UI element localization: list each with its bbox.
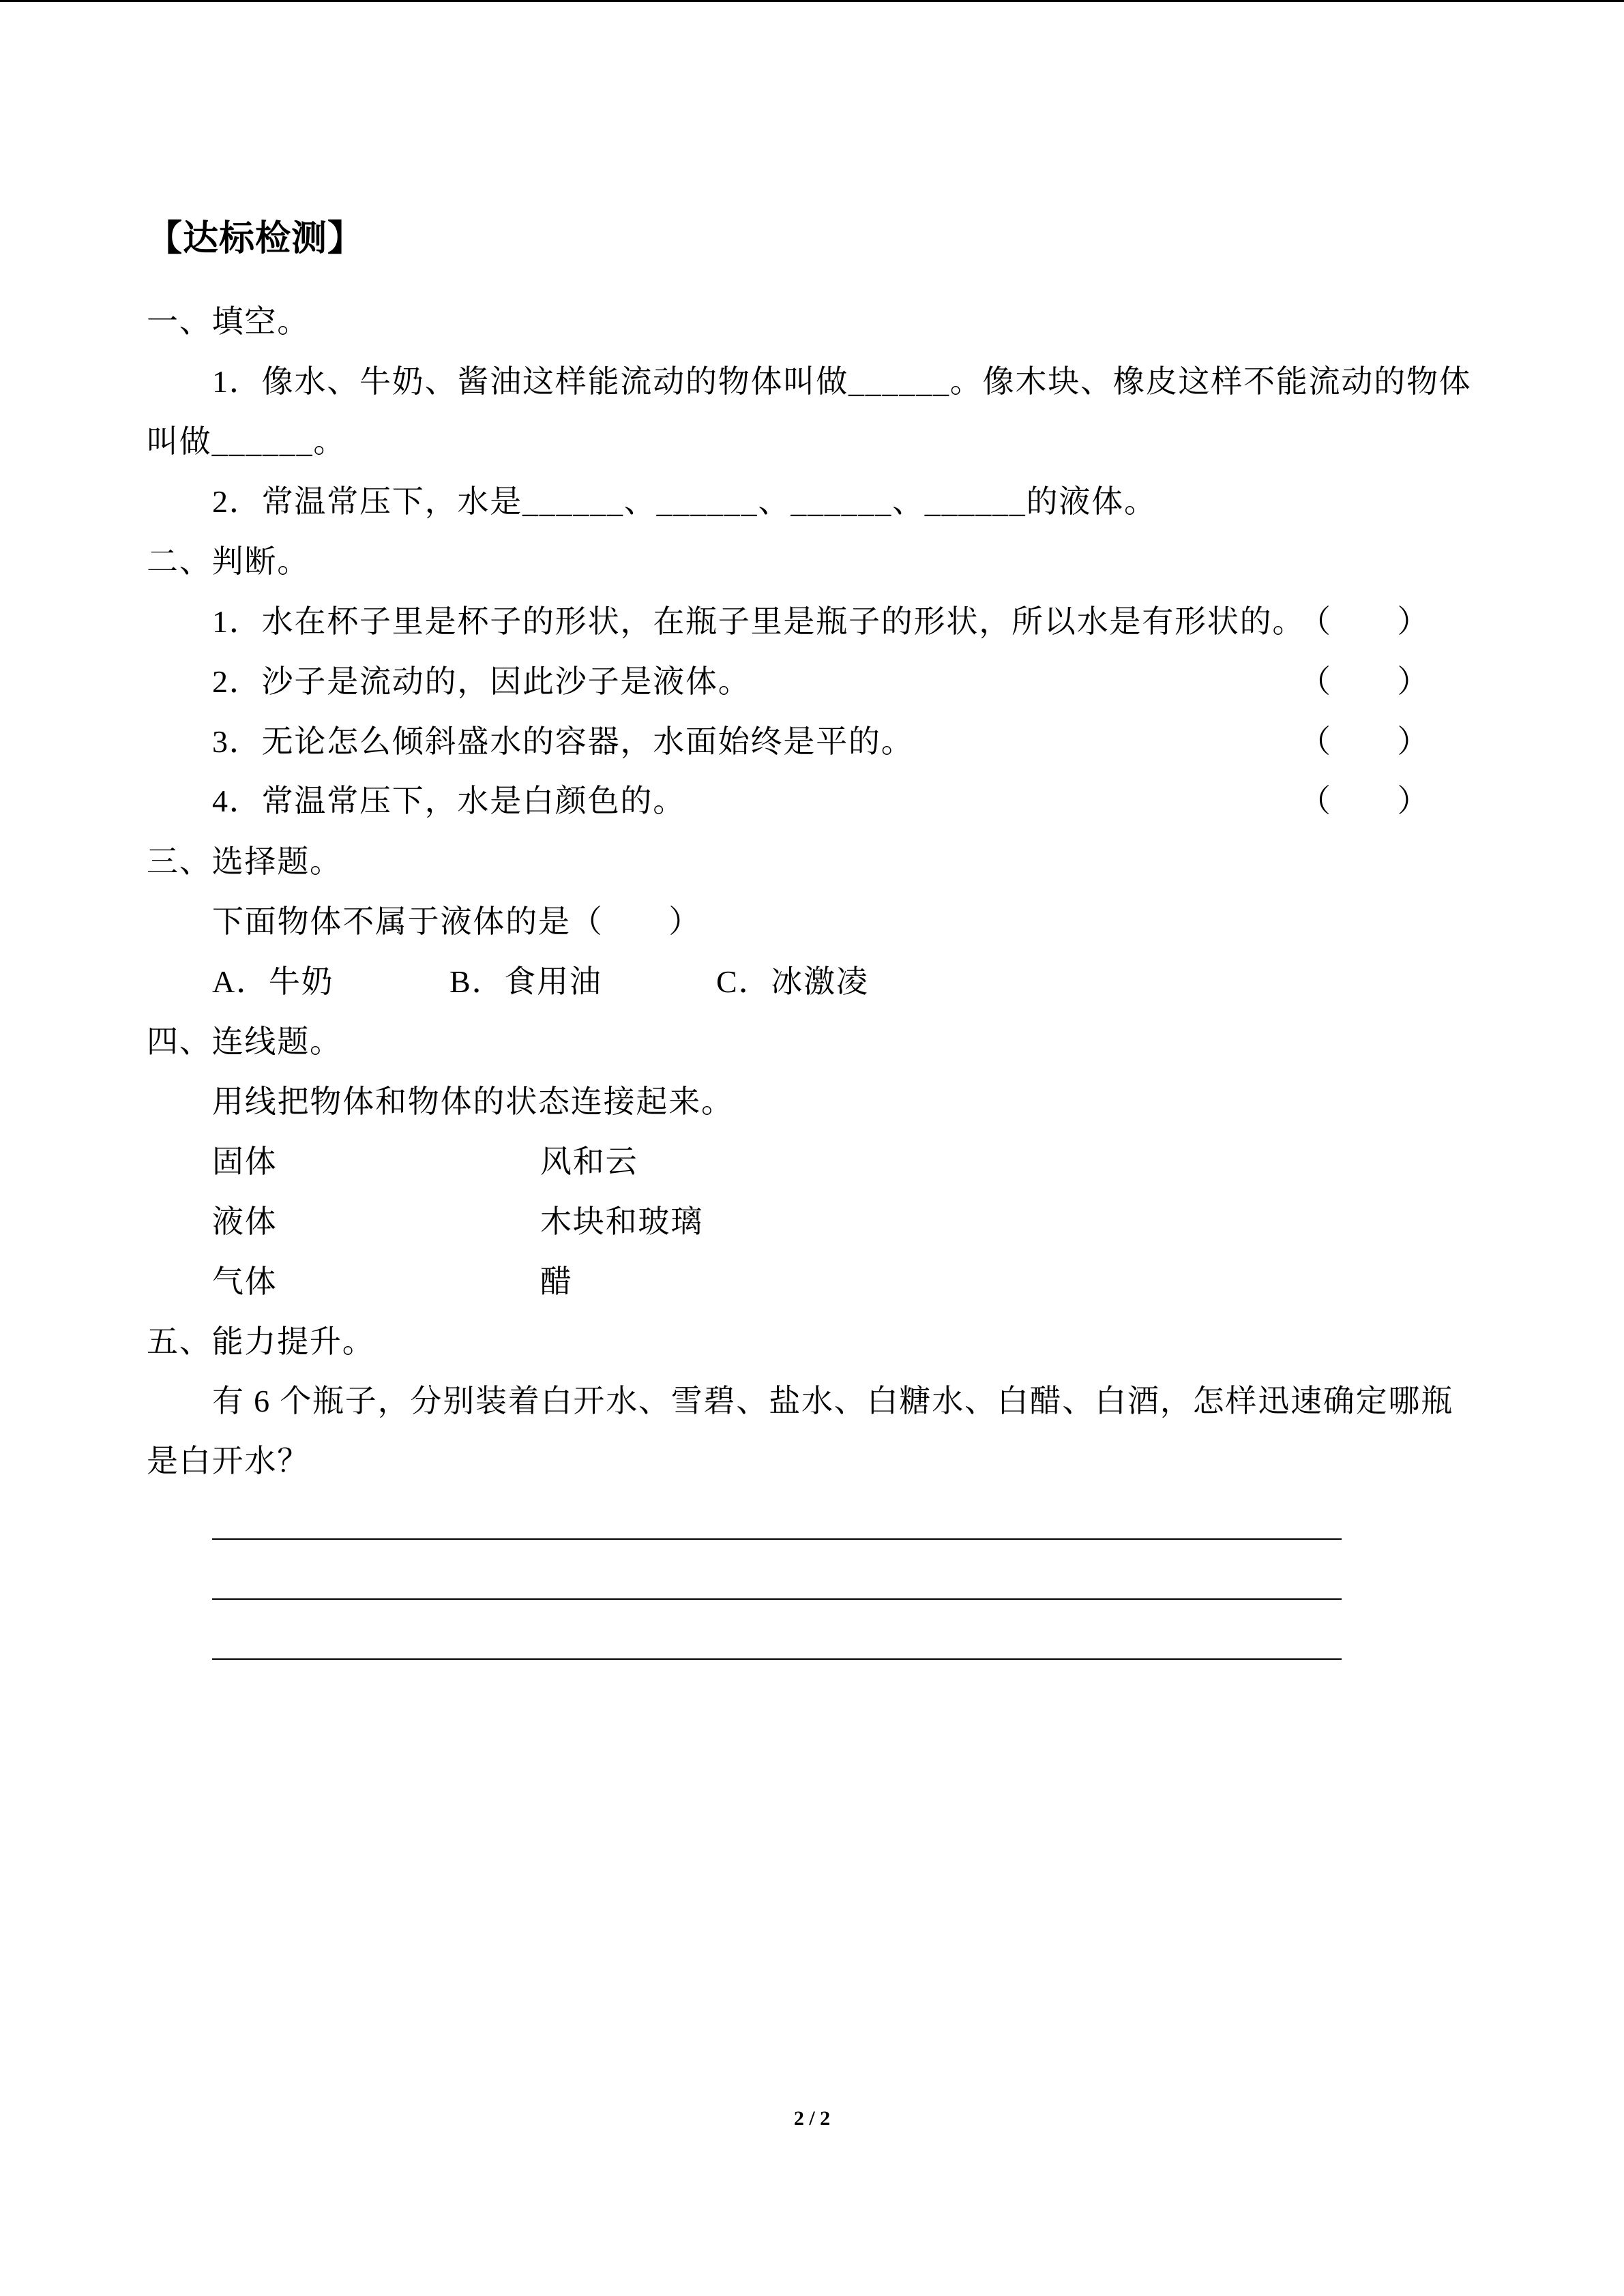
page-number: 2 / 2 [793,2107,831,2130]
matching-left-item: 气体 [212,1264,278,1299]
fill-question-1-line-1: 1．像水、牛奶、酱油这样能流动的物体叫做______。像木块、橡皮这样不能流动的物体 [212,364,1472,399]
section-title: 【达标检测】 [147,218,364,259]
judge-item-4: 4．常温常压下，水是白颜色的。 [212,784,685,818]
judge-item-4-bracket: （ ） [1299,784,1430,818]
fill-question-1-line-2: 叫做______。 [147,424,346,459]
judge-item-3-bracket: （ ） [1299,724,1430,759]
page-top-border [0,0,1624,2]
judge-item-2-bracket: （ ） [1299,664,1430,699]
matching-left-item: 固体 [212,1144,278,1179]
judge-item-1-bracket: （ ） [1299,604,1430,639]
answer-line [212,1658,1342,1660]
ability-heading: 五、能力提升。 [147,1324,375,1359]
choice-heading: 三、选择题。 [147,844,342,879]
matching-heading: 四、连线题。 [147,1024,342,1059]
choice-option-b: B．食用油 [449,964,602,999]
judge-item-2: 2．沙子是流动的，因此沙子是液体。 [212,664,751,699]
fill-question-2: 2．常温常压下，水是______、______、______、______的液体。 [212,484,1157,519]
ability-question-line-1: 有 6 个瓶子，分别装着白开水、雪碧、盐水、白糖水、白醋、白酒，怎样迅速确定哪瓶 [212,1384,1453,1418]
matching-left-item: 液体 [212,1204,278,1239]
matching-right-item: 风和云 [540,1144,638,1179]
choice-option-c: C．冰激凌 [716,964,869,999]
choice-question: 下面物体不属于液体的是（ ） [212,904,701,939]
answer-line [212,1598,1342,1600]
matching-right-item: 木块和玻璃 [540,1204,703,1239]
ability-question-line-2: 是白开水？ [147,1444,310,1478]
fill-heading: 一、填空。 [147,304,310,339]
judge-item-1: 1．水在杯子里是杯子的形状，在瓶子里是瓶子的形状，所以水是有形状的。 [212,604,1305,639]
judge-heading: 二、判断。 [147,544,310,579]
matching-instruction: 用线把物体和物体的状态连接起来。 [212,1084,734,1119]
judge-item-3: 3．无论怎么倾斜盛水的容器，水面始终是平的。 [212,724,914,759]
matching-right-item: 醋 [540,1264,573,1299]
answer-line [212,1538,1342,1540]
choice-option-a: A．牛奶 [212,964,334,999]
